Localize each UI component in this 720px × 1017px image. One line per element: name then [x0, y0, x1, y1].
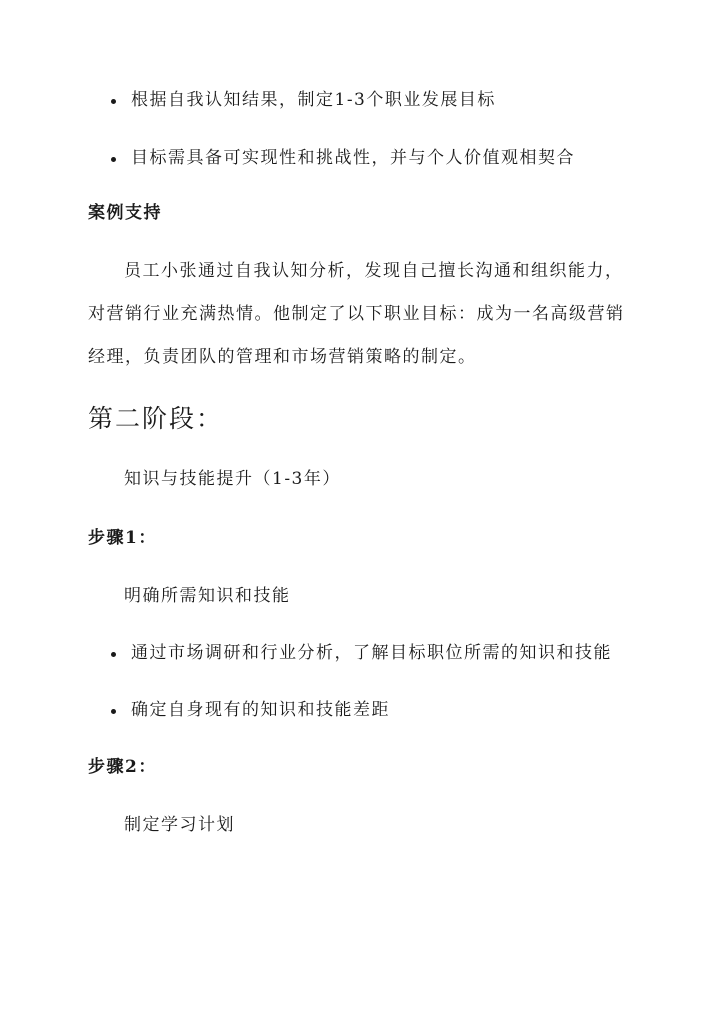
- bullet-dot-icon: [111, 99, 116, 104]
- step-title: 步骤2：: [88, 757, 157, 777]
- case-paragraph-line: 对营销行业充满热情。他制定了以下职业目标：成为一名高级营销: [88, 304, 625, 324]
- bullet-item: 根据自我认知结果，制定1-3个职业发展目标: [131, 90, 496, 110]
- bullet-item: 通过市场调研和行业分析，了解目标职位所需的知识和技能: [131, 643, 612, 663]
- bullet-dot-icon: [111, 652, 116, 657]
- step-description: 明确所需知识和技能: [124, 586, 291, 606]
- bullet-dot-icon: [111, 157, 116, 162]
- case-paragraph-line: 员工小张通过自我认知分析，发现自己擅长沟通和组织能力，: [124, 261, 624, 281]
- stage-subtitle: 知识与技能提升（1-3年）: [124, 469, 341, 489]
- bullet-dot-icon: [111, 709, 116, 714]
- bullet-item: 目标需具备可实现性和挑战性，并与个人价值观相契合: [131, 148, 575, 168]
- step-title: 步骤1：: [88, 528, 157, 548]
- bullet-item: 确定自身现有的知识和技能差距: [131, 700, 390, 720]
- case-heading: 案例支持: [88, 203, 162, 223]
- step-description: 制定学习计划: [124, 815, 235, 835]
- case-paragraph-line: 经理，负责团队的管理和市场营销策略的制定。: [88, 347, 477, 367]
- stage-title: 第二阶段：: [88, 404, 224, 433]
